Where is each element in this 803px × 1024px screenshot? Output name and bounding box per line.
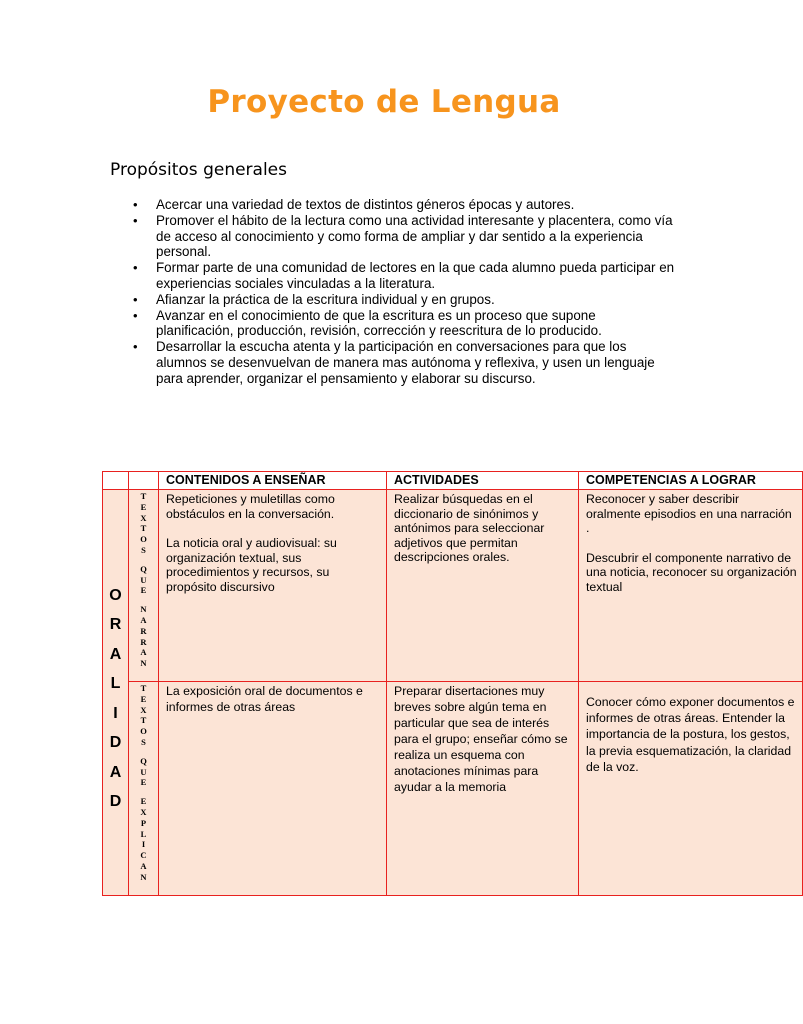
area-label — [109, 581, 121, 817]
vertical-letter: C — [140, 850, 147, 861]
table-row — [103, 682, 803, 896]
vertical-letter: X — [140, 806, 147, 817]
cell-paragraph: Repeticiones y muletillas como obstáculos en la conversación. — [166, 492, 335, 521]
purpose-text: Desarrollar la escucha atenta y la participación en conversaciones para que los alumnos se desenvuelvan de manera mas autónoma y reflexiva, y usen un lenguaje para aprender, organizar el pensamiento y elaborar su discurso. — [156, 339, 655, 386]
purpose-item — [133, 339, 676, 386]
vertical-letter: N — [140, 871, 147, 882]
vertical-letter — [142, 556, 144, 564]
contenidos-cell — [159, 490, 387, 682]
purpose-text: Acercar una variedad de textos de distintos géneros épocas y autores. — [156, 197, 575, 212]
genre-label — [129, 682, 158, 883]
cell-paragraph: Conocer cómo exponer documentos e informes de otras áreas. Entender la importancia de la postura, los gestos, la previa esquematización, la claridad de la voz. — [586, 695, 795, 774]
genre-label-cell — [129, 682, 159, 896]
vertical-letter: D — [109, 734, 122, 751]
header-actividades: ACTIVIDADES — [387, 472, 579, 490]
vertical-letter: R — [140, 636, 147, 647]
vertical-letter — [142, 788, 144, 796]
purpose-item — [133, 212, 676, 260]
curriculum-table — [102, 471, 803, 896]
vertical-letter: E — [140, 777, 147, 788]
vertical-letter: L — [140, 828, 147, 839]
vertical-letter: P — [140, 817, 147, 828]
purpose-text: Formar parte de una comunidad de lectores en la que cada alumno pueda participar en experiencias sociales vinculadas a la literatura. — [156, 260, 675, 291]
table-row — [103, 490, 803, 682]
vertical-letter: N — [140, 658, 147, 669]
vertical-letter: E — [140, 693, 147, 704]
vertical-letter: S — [141, 736, 146, 747]
vertical-letter: E — [140, 585, 147, 596]
purpose-text: Avanzar en el conocimiento de que la escritura es un proceso que supone planificación, producción, revisión, corrección y reescritura de lo producido. — [156, 307, 602, 339]
vertical-letter: I — [113, 704, 118, 722]
vertical-letter: U — [140, 766, 147, 777]
cell-paragraph: Reconocer y saber describir oralmente episodios en una narración . — [586, 492, 792, 535]
purposes-list — [133, 197, 676, 387]
vertical-letter: O — [109, 586, 122, 604]
actividades-cell — [387, 682, 579, 896]
purpose-item — [133, 197, 676, 213]
purpose-item — [133, 291, 676, 308]
cell-paragraph: Realizar búsquedas en el diccionario de sinónimos y antónimos para seleccionar adjetivos que permitan descripciones orales. — [394, 492, 545, 564]
vertical-letter: N — [140, 604, 147, 615]
vertical-letter: O — [140, 726, 147, 737]
genre-label — [129, 490, 158, 669]
vertical-letter: A — [109, 763, 122, 781]
vertical-letter: E — [140, 501, 147, 512]
vertical-letter: E — [140, 796, 147, 807]
bullet-icon: • — [133, 307, 138, 323]
purpose-text: Promover el hábito de la lectura como una actividad interesante y placentera, como vía de acceso al conocimiento y como forma de ampliar y dar sentido a la experiencia personal. — [156, 212, 673, 260]
bullet-icon: • — [133, 339, 138, 355]
cell-paragraph: La noticia oral y audiovisual: su organización textual, sus procedimientos y recursos, su propósito discursivo — [166, 536, 337, 594]
vertical-letter: O — [140, 534, 147, 545]
purpose-item — [133, 260, 676, 292]
vertical-letter: D — [109, 793, 122, 810]
header-genre-empty — [129, 472, 159, 490]
bullet-icon: • — [133, 260, 138, 276]
competencias-cell — [579, 682, 803, 896]
vertical-letter: Q — [140, 755, 147, 766]
cell-paragraph: La exposición oral de documentos e informes de otras áreas — [166, 684, 363, 714]
competencias-cell — [579, 490, 803, 682]
vertical-letter: T — [140, 683, 147, 693]
contenidos-cell — [159, 682, 387, 896]
vertical-letter: X — [140, 512, 147, 523]
actividades-cell — [387, 490, 579, 682]
vertical-letter — [142, 596, 144, 604]
genre-label-cell — [129, 490, 159, 682]
header-contenidos: CONTENIDOS A ENSEÑAR — [159, 472, 387, 490]
vertical-letter: S — [141, 544, 146, 555]
vertical-letter: T — [140, 523, 147, 534]
bullet-icon: • — [133, 212, 138, 228]
cell-paragraph: Descubrir el componente narrativo de una noticia, reconocer su organización textual — [586, 550, 797, 594]
vertical-letter: R — [109, 616, 122, 633]
bullet-icon: • — [133, 291, 138, 307]
vertical-letter: L — [110, 675, 121, 692]
vertical-letter: A — [109, 645, 122, 663]
vertical-letter — [142, 748, 144, 756]
area-label-cell — [103, 490, 129, 896]
vertical-letter: U — [140, 574, 147, 585]
header-area-empty — [103, 472, 129, 490]
purpose-item — [133, 307, 676, 340]
vertical-letter: A — [140, 647, 147, 658]
bullet-icon: • — [133, 197, 138, 212]
vertical-letter: R — [140, 625, 147, 636]
table-header-row — [103, 472, 803, 490]
cell-paragraph: Preparar disertaciones muy breves sobre algún tema en particular que sea de interés para el grupo; enseñar cómo se realiza un esquema con anotaciones mínimas para ayudar a la memoria — [394, 684, 568, 794]
vertical-letter: T — [140, 491, 147, 501]
vertical-letter: I — [141, 839, 146, 850]
document-title: Proyecto de Lengua — [207, 84, 561, 120]
vertical-letter: T — [140, 715, 147, 726]
vertical-letter: A — [140, 614, 147, 625]
vertical-letter: A — [140, 860, 147, 871]
vertical-letter: X — [140, 704, 147, 715]
purpose-text: Afianzar la práctica de la escritura individual y en grupos. — [156, 291, 495, 307]
vertical-letter: Q — [140, 563, 147, 574]
header-competencias: COMPETENCIAS A LOGRAR — [579, 472, 803, 490]
section-heading: Propósitos generales — [110, 160, 287, 180]
